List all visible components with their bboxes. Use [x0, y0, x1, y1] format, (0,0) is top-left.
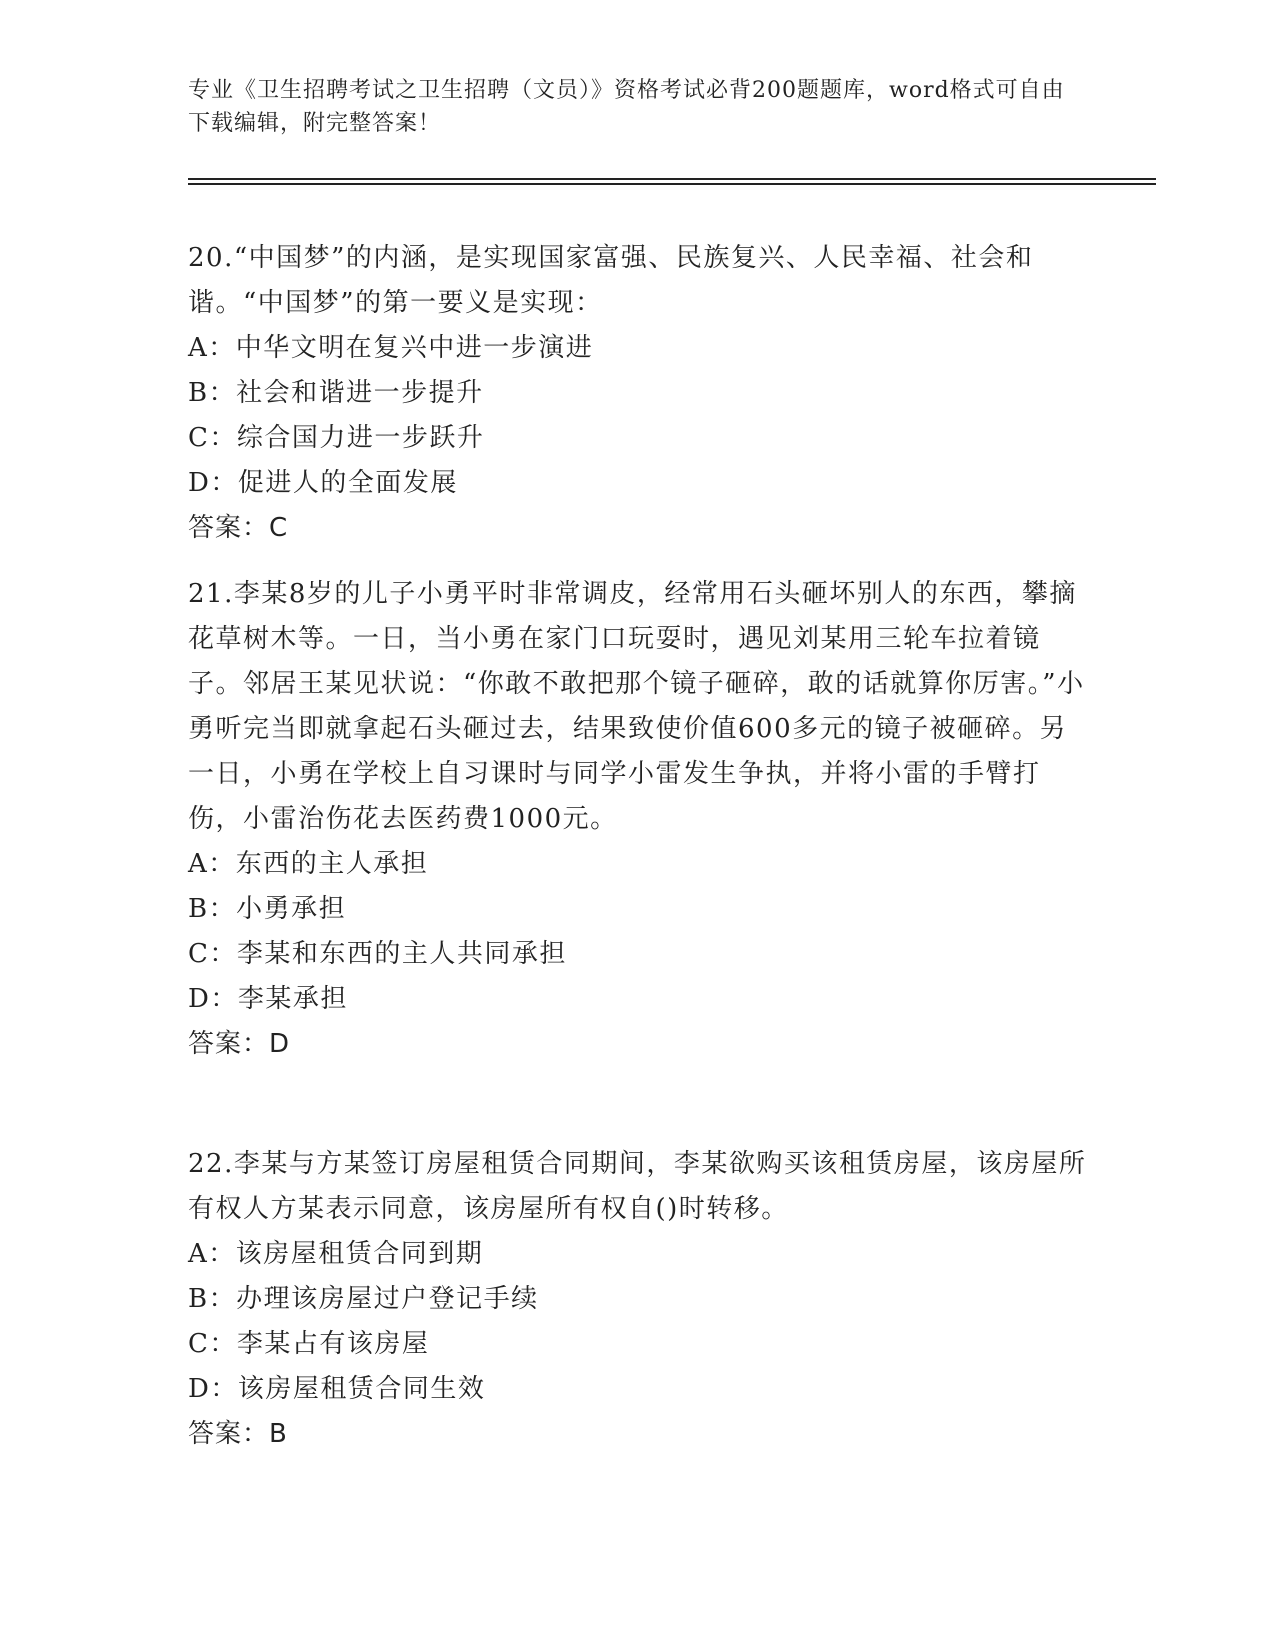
- question-22: [188, 1142, 1088, 1457]
- answer-line: 答案：B: [188, 1419, 288, 1449]
- question-stem: 21.李某8岁的儿子小勇平时非常调皮，经常用石头砸坏别人的东西，攀摘花草树木等。一日，当小勇在家门口玩耍时，遇见刘某用三轮车拉着镜子。邻居王某见状说：“你敢不敢把那个镜子砸碎，敢的话就算你厉害。”小勇听完当即就拿起石头砸过去，结果致使价值600多元的镜子被砸碎。另一日，小勇在学校上自习课时与同学小雷发生争执，并将小雷的手臂打伤，小雷治伤花去医药费1000元。: [188, 579, 1085, 834]
- option-c: C：综合国力进一步跃升: [188, 423, 485, 453]
- option-a: A：中华文明在复兴中进一步演进: [188, 333, 594, 363]
- header-rule-bottom: [188, 183, 1156, 185]
- option-a: A：东西的主人承担: [188, 849, 429, 879]
- option-b: B：小勇承担: [188, 894, 347, 924]
- option-a: A：该房屋租赁合同到期: [188, 1239, 484, 1269]
- question-stem: 22.李某与方某签订房屋租赁合同期间，李某欲购买该租赁房屋，该房屋所有权人方某表示同意，该房屋所有权自()时转移。: [188, 1149, 1087, 1224]
- option-d: D：该房屋租赁合同生效: [188, 1374, 486, 1404]
- option-b: B：社会和谐进一步提升: [188, 378, 484, 408]
- option-d: D：促进人的全面发展: [188, 468, 458, 498]
- option-b: B：办理该房屋过户登记手续: [188, 1284, 539, 1314]
- question-21: [188, 572, 1088, 1067]
- option-c: C：李某占有该房屋: [188, 1329, 430, 1359]
- option-c: C：李某和东西的主人共同承担: [188, 939, 567, 969]
- header-rule-top: [188, 178, 1156, 180]
- answer-line: 答案：D: [188, 1029, 291, 1059]
- answer-line: 答案：C: [188, 513, 289, 543]
- option-d: D：李某承担: [188, 984, 348, 1014]
- question-stem: 20.“中国梦”的内涵，是实现国家富强、民族复兴、人民幸福、社会和谐。“中国梦”的第一要义是实现：: [188, 243, 1034, 318]
- question-20: [188, 236, 1088, 551]
- document-header: 专业《卫生招聘考试之卫生招聘（文员）》资格考试必背200题题库，word格式可自由下载编辑，附完整答案！: [188, 78, 1065, 136]
